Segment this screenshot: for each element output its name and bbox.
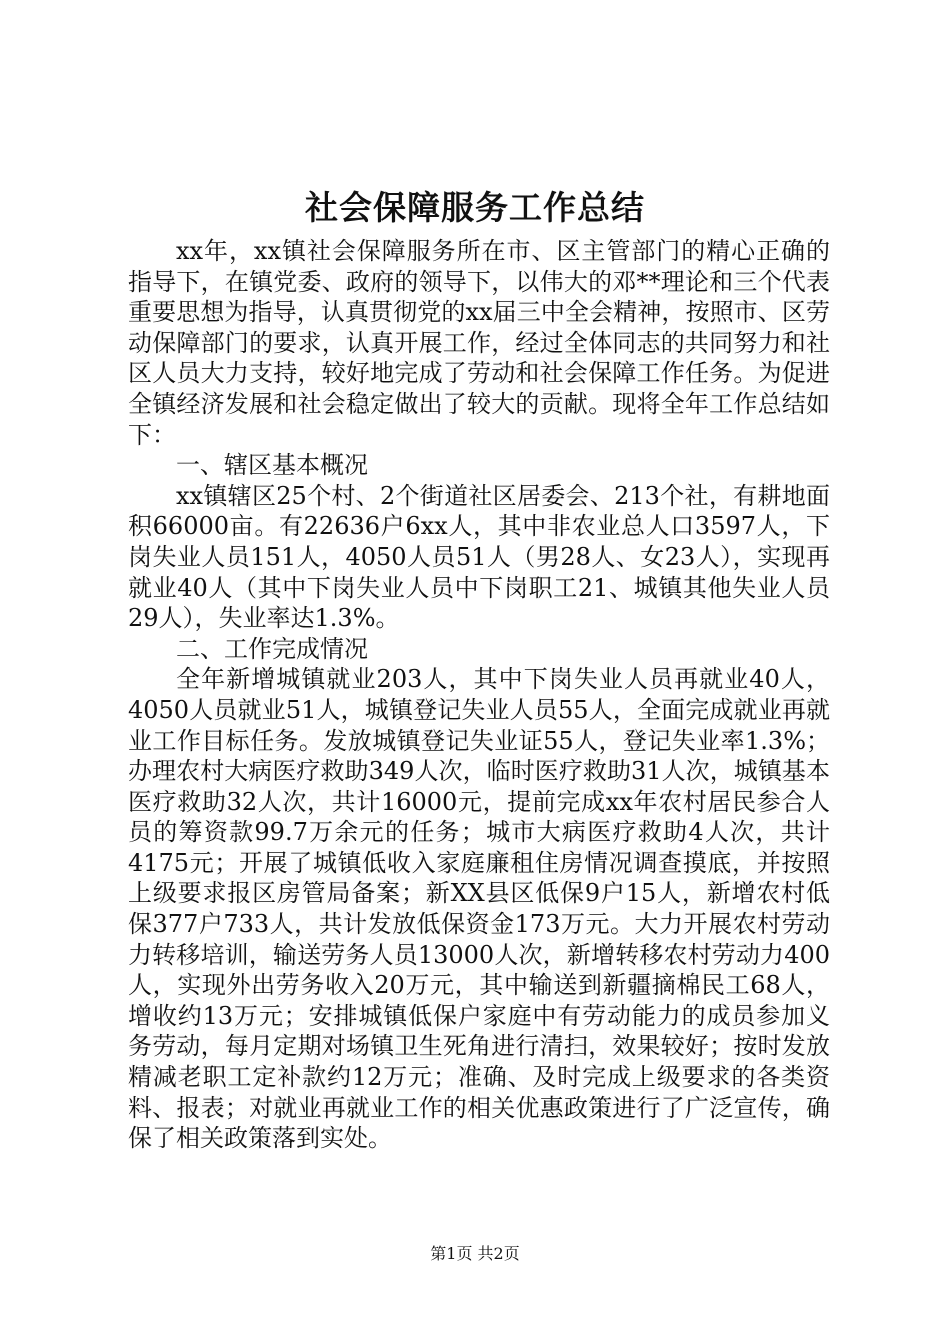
paragraph-overview: xx镇辖区25个村、2个街道社区居委会、213个社，有耕地面积66000亩。有22636户6xx人，其中非农业总人口3597人，下岗失业人员151人，4050人员51人（男28人、女23人），实现再就业40人（其中下岗失业人员中下岗职工21、城镇其他失业人员29人），失业率达1.3%。 [128,481,830,633]
paragraph-work: 全年新增城镇就业203人，其中下岗失业人员再就业40人，4050人员就业51人，城镇登记失业人员55人，全面完成就业再就业工作目标任务。发放城镇登记失业证55人，登记失业率1.3%；办理农村大病医疗救助349人次，临时医疗救助31人次，城镇基本医疗救助32人次，共计16000元，提前完成xx年农村居民参合人员的筹资款99.7万余元的任务；城市大病医疗救助4人次，共计4175元；开展了城镇低收入家庭廉租住房情况调查摸底，并按照上级要求报区房管局备案；新XX县区低保9户15人，新增农村低保377户733人，共计发放低保资金173万元。大力开展农村劳动力转移培训，输送劳务人员13000人次，新增转移农村劳动力400人，实现外出劳务收入20万元，其中输送到新疆摘棉民工68人，增收约13万元；安排城镇低保户家庭中有劳动能力的成员参加义务劳动，每月定期对场镇卫生死角进行清扫，效果较好；按时发放精减老职工定补款约12万元；准确、及时完成上级要求的各类资料、报表；对就业再就业工作的相关优惠政策进行了广泛宣传，确保了相关政策落到实处。 [128,665,830,1153]
document-title: 社会保障服务工作总结 [305,188,645,227]
page-footer: 第1页 共2页 [430,1244,520,1263]
section-heading-work: 二、工作完成情况 [176,634,368,663]
document-body [128,236,830,1154]
section-heading-overview: 一、辖区基本概况 [176,451,368,480]
paragraph-intro: xx年，xx镇社会保障服务所在市、区主管部门的精心正确的指导下，在镇党委、政府的领导下，以伟大的邓**理论和三个代表重要思想为指导，认真贯彻党的xx届三中全会精神，按照市、区劳动保障部门的要求，认真开展工作，经过全体同志的共同努力和社区人员大力支持，较好地完成了劳动和社会保障工作任务。为促进全镇经济发展和社会稳定做出了较大的贡献。现将全年工作总结如下： [128,237,830,449]
